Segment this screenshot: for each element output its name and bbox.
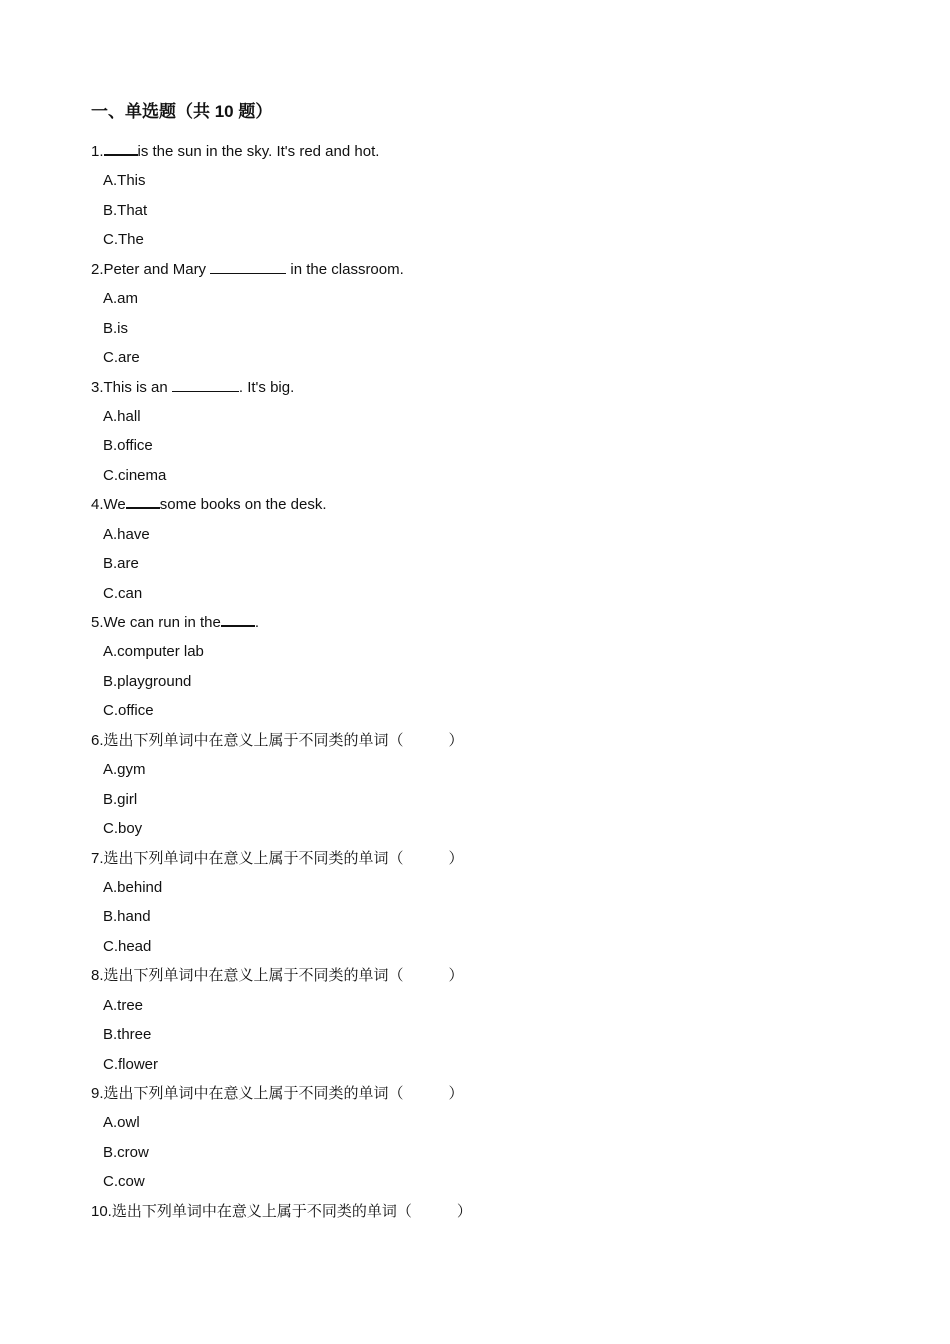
answer-option[interactable]: B.are	[103, 555, 139, 573]
question-stem	[91, 140, 891, 169]
answer-option[interactable]: B.three	[103, 1026, 152, 1044]
answer-option[interactable]: C.cow	[103, 1173, 145, 1191]
answer-option[interactable]: C.can	[103, 584, 143, 602]
question-text-before: We can run in the	[103, 614, 221, 631]
question-text-before: 选出下列单词中在意义上属于不同类的单词（ ）	[103, 967, 464, 985]
question-stem	[91, 1082, 891, 1111]
answer-blank	[210, 259, 286, 274]
answer-option[interactable]: C.cinema	[103, 466, 167, 484]
question-number: 2.	[91, 260, 104, 278]
question-text-before: 选出下列单词中在意义上属于不同类的单词（ ）	[111, 1202, 472, 1220]
question-number: 8.	[91, 967, 104, 985]
answer-option[interactable]: B.is	[103, 319, 129, 337]
answer-option[interactable]: B.girl	[103, 790, 138, 808]
question-text-after: is the sun in the sky. It's red and hot.	[137, 143, 380, 160]
answer-option[interactable]: B.hand	[103, 908, 151, 926]
question-text-after: some books on the desk.	[159, 496, 327, 514]
answer-blank	[126, 493, 160, 509]
section-title: 一、单选题（共 10 题）	[91, 102, 273, 121]
question-number: 6.	[91, 731, 104, 749]
answer-option[interactable]: A.have	[103, 525, 150, 543]
answer-option[interactable]: A.am	[103, 290, 139, 308]
question-stem	[91, 1200, 891, 1229]
question-stem	[91, 964, 891, 993]
question-text-before: 选出下列单词中在意义上属于不同类的单词（ ）	[103, 1085, 464, 1102]
question-stem	[91, 729, 891, 758]
answer-option[interactable]: A.tree	[103, 996, 144, 1014]
answer-option[interactable]: A.computer lab	[103, 643, 204, 661]
answer-blank	[221, 611, 255, 627]
answer-blank	[104, 140, 138, 156]
answer-option[interactable]: A.gym	[103, 761, 146, 779]
answer-option[interactable]: A.hall	[103, 407, 141, 425]
question-text-before: Peter and Mary	[103, 260, 211, 278]
question-number: 10.	[91, 1202, 112, 1220]
answer-option[interactable]: B.crow	[103, 1143, 149, 1161]
answer-option[interactable]: B.That	[103, 201, 148, 219]
answer-option[interactable]: A.owl	[103, 1114, 140, 1132]
answer-option[interactable]: C.office	[103, 702, 154, 720]
question-stem	[91, 258, 891, 287]
answer-option[interactable]: B.playground	[103, 672, 192, 690]
answer-blank	[172, 377, 239, 392]
question-text-after: .	[254, 614, 259, 631]
question-text-before: 选出下列单词中在意义上属于不同类的单词（ ）	[103, 731, 464, 749]
question-text-before: This is an	[103, 378, 172, 396]
question-stem	[91, 376, 891, 405]
question-number: 9.	[91, 1085, 104, 1102]
answer-option[interactable]: A.behind	[103, 878, 163, 896]
question-stem	[91, 611, 891, 640]
question-list	[91, 140, 891, 1229]
question-number: 5.	[91, 614, 104, 631]
question-text-after: in the classroom.	[286, 260, 404, 278]
answer-option[interactable]: C.are	[103, 349, 140, 367]
question-number: 7.	[91, 849, 104, 867]
answer-option[interactable]: C.flower	[103, 1055, 159, 1073]
question-number: 1.	[91, 143, 104, 160]
question-number: 4.	[91, 496, 104, 514]
answer-option[interactable]: C.boy	[103, 820, 143, 838]
question-text-before: 选出下列单词中在意义上属于不同类的单词（ ）	[103, 849, 464, 867]
question-text-before: We	[103, 496, 126, 514]
question-stem	[91, 493, 891, 522]
question-text-after: . It's big.	[238, 378, 295, 396]
question-number: 3.	[91, 378, 104, 396]
answer-option[interactable]: A.This	[103, 172, 146, 190]
answer-option[interactable]: C.head	[103, 937, 152, 955]
answer-option[interactable]: B.office	[103, 437, 153, 455]
question-stem	[91, 847, 891, 876]
answer-option[interactable]: C.The	[103, 231, 144, 249]
